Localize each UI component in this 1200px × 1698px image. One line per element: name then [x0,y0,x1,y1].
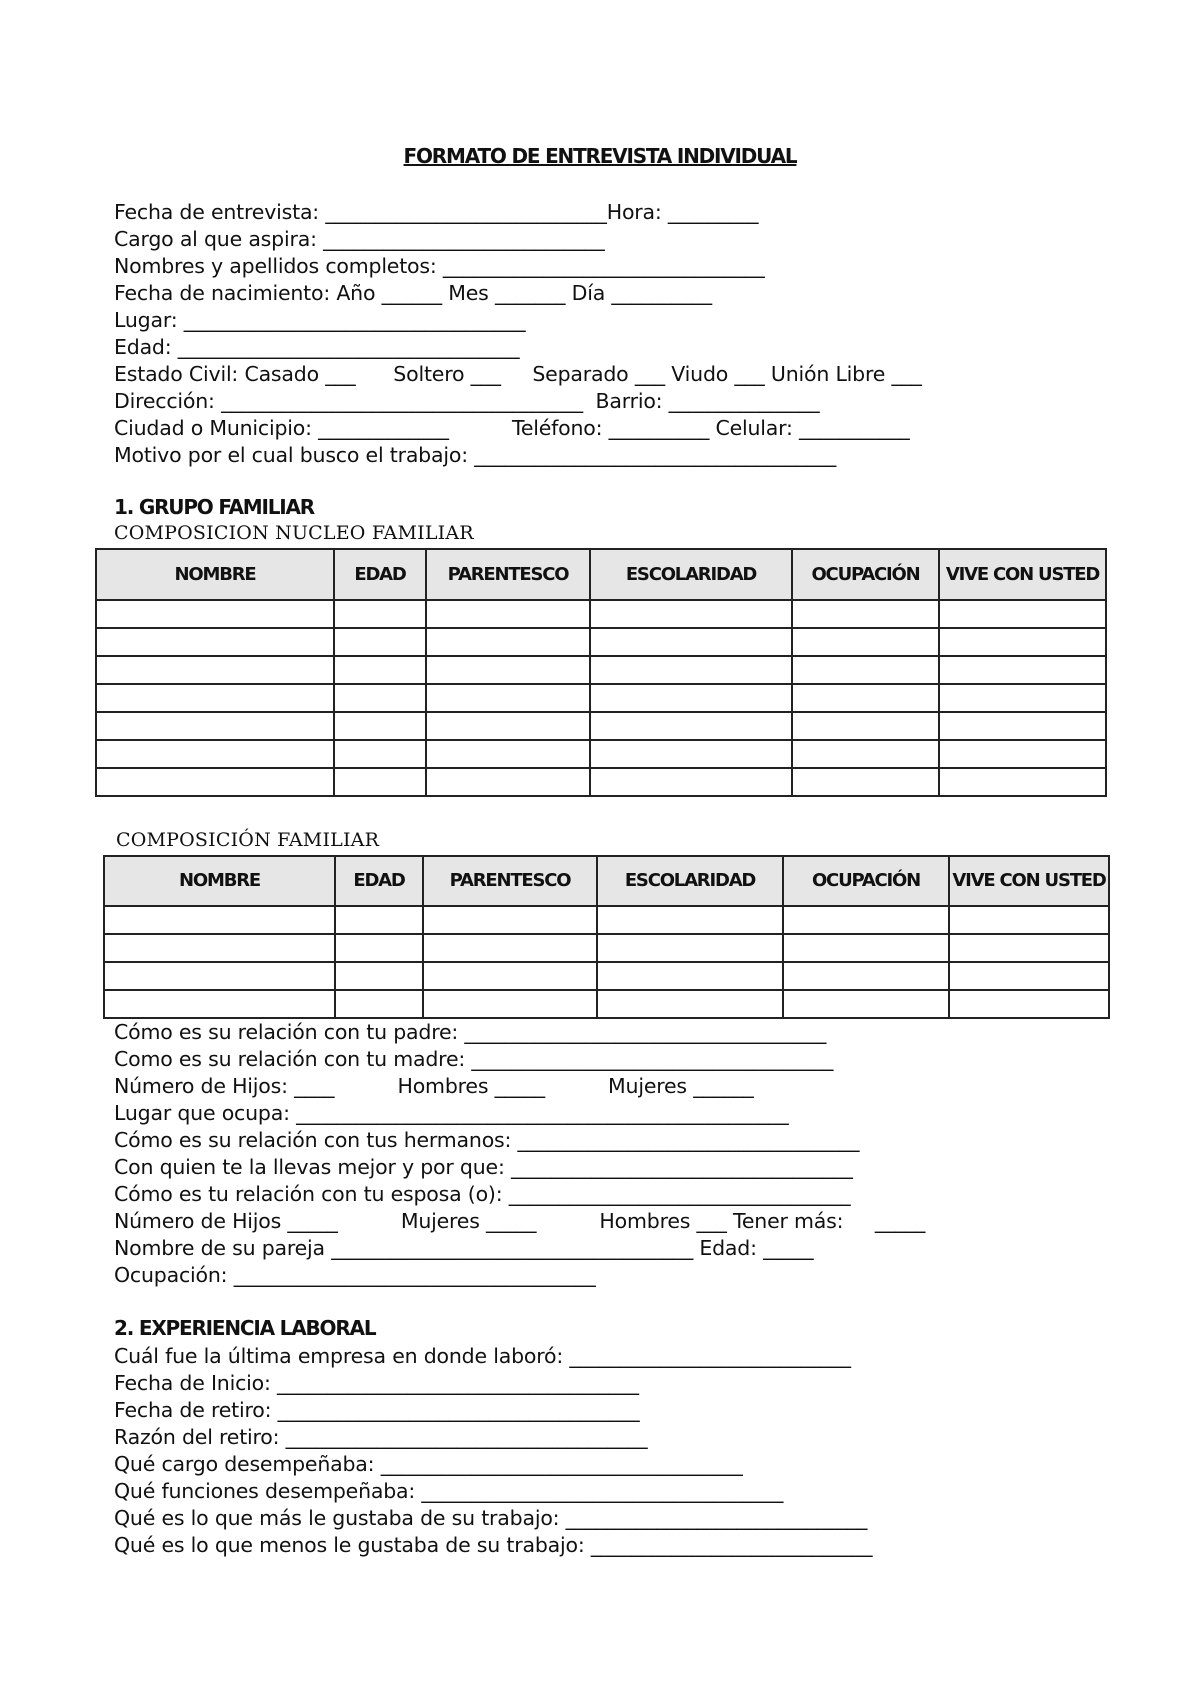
table-cell[interactable] [597,990,783,1018]
table-cell[interactable] [939,656,1106,684]
column-header: ESCOLARIDAD [590,549,792,600]
field-full-name[interactable]: Nombres y apellidos completos: ________________________________ [114,254,765,278]
table-cell[interactable] [792,684,939,712]
table-cell[interactable] [590,712,792,740]
field-liked-least[interactable]: Qué es lo que menos le gustaba de su trabajo: ____________________________ [114,1533,873,1557]
column-header: NOMBRE [104,856,335,906]
table-cell[interactable] [96,712,334,740]
column-header: PARENTESCO [423,856,597,906]
column-header: VIVE CON USTED [939,549,1106,600]
table-cell[interactable] [426,712,590,740]
table-cell[interactable] [96,628,334,656]
table-cell[interactable] [939,740,1106,768]
table-cell[interactable] [335,990,423,1018]
field-partner-name[interactable]: Nombre de su pareja ____________________________________ Edad: _____ [114,1236,814,1260]
table-cell[interactable] [426,768,590,796]
field-last-company[interactable]: Cuál fue la última empresa en donde laboró: ____________________________ [114,1344,851,1368]
table-cell[interactable] [96,684,334,712]
table-cell[interactable] [104,934,335,962]
field-relation-spouse[interactable]: Cómo es tu relación con tu esposa (o): __________________________________ [114,1182,851,1206]
table-cell[interactable] [792,740,939,768]
table-row [104,934,1109,962]
table-cell[interactable] [426,656,590,684]
table-cell[interactable] [792,600,939,628]
table-cell[interactable] [334,656,426,684]
table-cell[interactable] [783,906,949,934]
table-row [96,656,1106,684]
table-row [104,906,1109,934]
table-cell[interactable] [949,906,1109,934]
column-header: OCUPACIÓN [792,549,939,600]
field-relation-father[interactable]: Cómo es su relación con tu padre: ____________________________________ [114,1020,827,1044]
table-cell[interactable] [590,740,792,768]
table-cell[interactable] [334,768,426,796]
table-cell[interactable] [590,768,792,796]
table-cell[interactable] [939,628,1106,656]
table-cell[interactable] [590,600,792,628]
table-cell[interactable] [423,934,597,962]
table-cell[interactable] [949,990,1109,1018]
table-cell[interactable] [335,962,423,990]
field-birth-place[interactable]: Lugar: __________________________________ [114,308,526,332]
table-cell[interactable] [939,768,1106,796]
table-cell[interactable] [597,906,783,934]
family-nucleus-table [95,548,1107,797]
table-cell[interactable] [939,712,1106,740]
field-start-date[interactable]: Fecha de Inicio: ____________________________________ [114,1371,639,1395]
table-row [96,768,1106,796]
table-row [96,600,1106,628]
table-cell[interactable] [334,712,426,740]
field-address[interactable]: Dirección: ____________________________________ Barrio: _______________ [114,389,820,413]
table-cell[interactable] [335,906,423,934]
table-cell[interactable] [96,768,334,796]
table-cell[interactable] [96,740,334,768]
table-cell[interactable] [590,628,792,656]
table-cell[interactable] [792,712,939,740]
table-cell[interactable] [423,906,597,934]
field-partner-occupation[interactable]: Ocupación: ____________________________________ [114,1263,596,1287]
field-number-children[interactable]: Número de Hijos: ____ Hombres _____ Mujeres ______ [114,1074,754,1098]
table-cell[interactable] [423,990,597,1018]
table-header-row [104,856,1109,906]
column-header: VIVE CON USTED [949,856,1109,906]
table-cell[interactable] [949,962,1109,990]
table-cell[interactable] [104,962,335,990]
field-interview-date[interactable]: Fecha de entrevista: ____________________________Hora: _________ [114,200,759,224]
field-position-held[interactable]: Qué cargo desempeñaba: ____________________________________ [114,1452,743,1476]
table-cell[interactable] [334,600,426,628]
table-cell[interactable] [426,684,590,712]
table-row [96,684,1106,712]
field-birth-order[interactable]: Lugar que ocupa: _________________________________________________ [114,1101,789,1125]
field-end-date[interactable]: Fecha de retiro: ____________________________________ [114,1398,640,1422]
section-heading-family: 1. GRUPO FAMILIAR [114,495,315,519]
table-cell[interactable] [426,600,590,628]
table-cell[interactable] [104,906,335,934]
field-liked-most[interactable]: Qué es lo que más le gustaba de su trabajo: ______________________________ [114,1506,868,1530]
field-position-applied[interactable]: Cargo al que aspira: ____________________________ [114,227,605,251]
table-row [96,712,1106,740]
field-own-children[interactable]: Número de Hijos _____ Mujeres _____ Hombres ___ Tener más: _____ [114,1209,926,1233]
table-cell[interactable] [783,934,949,962]
field-city-phone[interactable]: Ciudad o Municipio: _____________ Teléfono: __________ Celular: ___________ [114,416,910,440]
field-birth-date[interactable]: Fecha de nacimiento: Año ______ Mes _______ Día __________ [114,281,712,305]
field-civil-status[interactable]: Estado Civil: Casado ___ Soltero ___ Separado ___ Viudo ___ Unión Libre ___ [114,362,922,386]
column-header: OCUPACIÓN [783,856,949,906]
form-title: FORMATO DE ENTREVISTA INDIVIDUAL [403,144,797,168]
field-functions[interactable]: Qué funciones desempeñaba: ____________________________________ [114,1479,784,1503]
table-cell[interactable] [334,628,426,656]
table-cell[interactable] [104,990,335,1018]
table-cell[interactable] [792,656,939,684]
section-heading-experience: 2. EXPERIENCIA LABORAL [114,1316,376,1340]
table-cell[interactable] [783,962,949,990]
table-cell[interactable] [597,934,783,962]
table-cell[interactable] [783,990,949,1018]
table-row [104,962,1109,990]
table2-caption: COMPOSICIÓN FAMILIAR [116,829,380,851]
column-header: NOMBRE [96,549,334,600]
table-cell[interactable] [334,684,426,712]
table-header-row [96,549,1106,600]
table-cell[interactable] [939,684,1106,712]
field-closest-sibling[interactable]: Con quien te la llevas mejor y por que: __________________________________ [114,1155,853,1179]
table-cell[interactable] [590,656,792,684]
table-cell[interactable] [96,600,334,628]
column-header: EDAD [335,856,423,906]
table-row [96,740,1106,768]
table-row [104,990,1109,1018]
field-relation-mother[interactable]: Como es su relación con tu madre: ____________________________________ [114,1047,834,1071]
table-cell[interactable] [426,628,590,656]
table-cell[interactable] [597,962,783,990]
field-relation-siblings[interactable]: Cómo es su relación con tus hermanos: __________________________________ [114,1128,860,1152]
table-cell[interactable] [423,962,597,990]
table-cell[interactable] [96,656,334,684]
table-cell[interactable] [949,934,1109,962]
table-cell[interactable] [590,684,792,712]
table-cell[interactable] [792,768,939,796]
table1-caption: COMPOSICION NUCLEO FAMILIAR [114,522,474,544]
table-cell[interactable] [335,934,423,962]
column-header: EDAD [334,549,426,600]
field-job-motive[interactable]: Motivo por el cual busco el trabajo: ____________________________________ [114,443,837,467]
table-cell[interactable] [426,740,590,768]
column-header: PARENTESCO [426,549,590,600]
column-header: ESCOLARIDAD [597,856,783,906]
field-leave-reason[interactable]: Razón del retiro: ____________________________________ [114,1425,648,1449]
field-age[interactable]: Edad: __________________________________ [114,335,520,359]
family-composition-table [103,855,1110,1019]
table-cell[interactable] [939,600,1106,628]
table-cell[interactable] [334,740,426,768]
table-row [96,628,1106,656]
table-cell[interactable] [792,628,939,656]
